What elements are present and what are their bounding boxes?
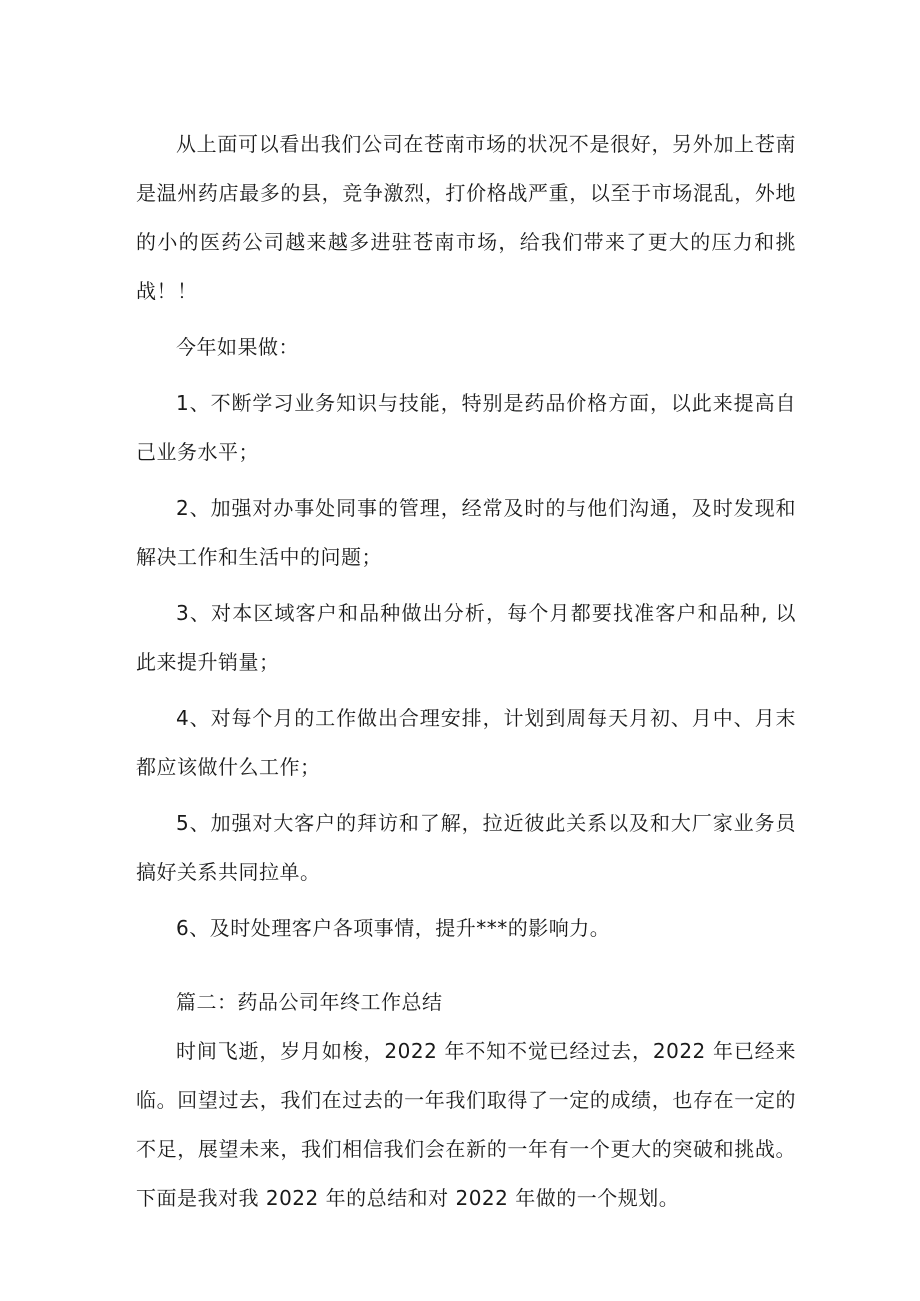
list-item-plan-5: 5、加强对大客户的拜访和了解，拉近彼此关系以及和大厂家业务员搞好关系共同拉单。 [136,811,796,884]
list-item-plan-3: 3、对本区域客户和品种做出分析，每个月都要找准客户和品种, 以此来提升销量； [136,601,796,674]
list-item-plan-1: 1、不断学习业务知识与技能，特别是药品价格方面，以此来提高自己业务水平； [136,391,796,464]
list-item-plan-4: 4、对每个月的工作做出合理安排，计划到周每天月初、月中、月末都应该做什么工作； [136,706,796,779]
paragraph-market-situation: 从上面可以看出我们公司在苍南市场的状况不是很好，另外加上苍南是温州药店最多的县，竞争激烈，打价格战严重，以至于市场混乱，外地的小的医药公司越来越多进驻苍南市场，给我们带来了更大的压力和挑战！！ [136,132,796,303]
document-page [136,120,796,1223]
list-item-plan-6: 6、及时处理客户各项事情，提升***的影响力。 [176,916,611,940]
paragraph-year-summary: 时间飞逝，岁月如梭，2022 年不知不觉已经过去，2022 年已经来临。回望过去，我们在过去的一年我们取得了一定的成绩，也存在一定的不足，展望未来，我们相信我们会在新的一年有一个更大的突破和挑战。下面是我对我 2022 年的总结和对 2022 年做的一个规划。 [136,1039,796,1210]
list-item-plan-2: 2、加强对办事处同事的管理，经常及时的与他们沟通，及时发现和解决工作和生活中的问题； [136,496,796,569]
section-title: 篇二：药品公司年终工作总结 [176,990,443,1014]
paragraph-plan-intro: 今年如果做： [176,335,299,359]
